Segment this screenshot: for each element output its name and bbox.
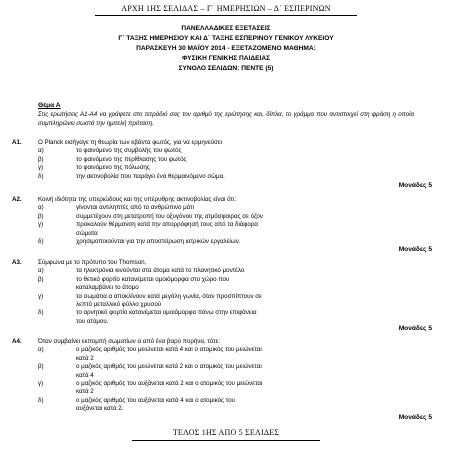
option-text: το θετικό φορτίο κατανέμεται ομοιόμορφα στο χώρο που [76, 275, 230, 283]
option-text: το φαινόμενο της συμβολής του φωτός [76, 147, 182, 155]
option-text: ο μαζικός αριθμός του μειώνεται κατά 2 και ο ατομικός του μειώνεται [76, 363, 262, 371]
question-number: Α4. [12, 338, 22, 345]
option-text-continued: κατά 2 [76, 388, 94, 396]
title-line: ΠΑΝΕΛΛΑΔΙΚΕΣ ΕΞΕΤΑΣΕΙΣ [181, 25, 271, 32]
option-text-continued: σώματα [76, 229, 98, 237]
option-text: συμμετέχουν στη μετατροπή του οξυγόνου της ατμόσφαιρας σε όζον [76, 212, 263, 220]
option-letter: α) [38, 346, 44, 354]
option-letter: δ) [38, 172, 44, 180]
question-a2 [12, 196, 432, 246]
question-stem: Σύμφωνα με το πρότυπο του Thomson, [38, 259, 147, 266]
option-text: τα ηλεκτρόνια κινούνται στα άτομα κατά το πλανητικό μοντέλο [76, 267, 245, 275]
question-a3 [12, 259, 432, 326]
question-number: Α2. [12, 196, 22, 203]
question-stem: Κοινή ιδιότητα της υπεριώδους και της υπέρυθρης ακτινοβολίας είναι ότι: [38, 196, 237, 203]
exam-title-block [0, 24, 452, 74]
option-text-continued: καταλαμβάνει το άτομο [76, 284, 139, 292]
option-text: το αρνητικό φορτίο κατανέμεται ομοιόμορφα πάνω στην επιφάνεια [76, 309, 257, 317]
option-letter: δ) [38, 309, 44, 317]
option-letter: α) [38, 267, 44, 275]
question-a1 [12, 139, 432, 181]
option-text-continued: λεπτό μεταλλικό φύλλο χρυσού [76, 300, 162, 308]
title-line: ΠΑΡΑΣΚΕΥΗ 30 ΜΑΪΟΥ 2014 - ΕΞΕΤΑΖΟΜΕΝΟ ΜΑΘΗΜΑ: [136, 45, 316, 52]
option-letter: β) [38, 155, 44, 163]
title-line: ΣΥΝΟΛΟ ΣΕΛΙΔΩΝ: ΠΕΝΤΕ (5) [178, 65, 274, 72]
option-text-continued: αυξάνεται κατά 2. [76, 405, 124, 413]
option-text: ο μαζικός αριθμός του αυξάνεται κατά 2 και ο ατομικός του μειώνεται [76, 379, 263, 387]
marks-label: Μονάδες 5 [398, 246, 432, 253]
option-text: γίνονται αντιληπτές από το ανθρώπινο μάτι [76, 204, 195, 212]
option-text: προκαλούν θέρμανση κατά την απορρόφησή τους από τα διάφορα [76, 221, 258, 229]
option-text-continued: κατά 2 [76, 354, 94, 362]
marks-label: Μονάδες 5 [398, 182, 432, 189]
option-text: ο μαζικός αριθμός του μειώνεται κατά 4 και ο ατομικός του μειώνεται [76, 346, 262, 354]
option-letter: δ) [38, 237, 44, 245]
option-text: ο μαζικός αριθμός του αυξάνεται κατά 4 και ο ατομικός του [76, 396, 235, 404]
option-letter: γ) [38, 379, 44, 387]
option-text: τα σωμάτια α αποκλίνουν κατά μεγάλη γωνία, όταν προσπίπτουν σε [76, 292, 262, 300]
question-stem: Ο Planck εισήγαγε τη θεωρία των κβάντα φωτός, για να ερμηνεύσει [38, 139, 222, 146]
option-text-continued: του ατόμου. [76, 317, 109, 325]
running-footer: ΤΕΛΟΣ 1ΗΣ ΑΠΟ 5 ΣΕΛΙΔΕΣ [172, 428, 280, 437]
section-instructions: Στις ερωτήσεις Α1-Α4 να γράψετε στο τετράδιό σας τον αριθμό της ερώτησης και, δίπλα, το γράμμα που αντιστοιχεί στη φράση η οποία συμπληρώνει σωστά την ημιτελή πρόταση. [38, 111, 414, 127]
option-letter: γ) [38, 221, 44, 229]
title-line: Γ΄ ΤΑΞΗΣ ΗΜΕΡΗΣΙΟΥ ΚΑΙ Δ΄ ΤΑΞΗΣ ΕΣΠΕΡΙΝΟΥ ΓΕΝΙΚΟΥ ΛΥΚΕΙΟΥ [118, 35, 334, 42]
option-letter: β) [38, 275, 44, 283]
option-letter: β) [38, 212, 44, 220]
question-stem: Όταν συμβαίνει εκπομπή σωματίων α από ένα βαρύ πυρήνα, τότε: [38, 338, 221, 345]
section-heading: Θέμα Α [38, 102, 61, 109]
option-letter: δ) [38, 396, 44, 404]
marks-label: Μονάδες 5 [398, 325, 432, 332]
option-letter: γ) [38, 292, 44, 300]
question-number: Α1. [12, 139, 22, 146]
title-line: ΦΥΣΙΚΗ ΓΕΝΙΚΗΣ ΠΑΙΔΕΙΑΣ [181, 55, 271, 62]
running-header: ΑΡΧΗ 1ΗΣ ΣΕΛΙΔΑΣ – Γ΄ ΗΜΕΡΗΣΙΩΝ – Δ΄ ΕΣΠΕΡΙΝΩΝ [121, 4, 331, 13]
question-number: Α3. [12, 259, 22, 266]
option-text: την ακτινοβολία που παράγει ένα θερμαινόμενο σώμα. [76, 172, 225, 180]
option-letter: β) [38, 363, 44, 371]
option-text: το φαινόμενο της πόλωσης [76, 164, 150, 172]
option-letter: α) [38, 204, 44, 212]
option-text: χρησιμοποιούνται για την αποστείρωση ιατρικών εργαλείων. [76, 237, 241, 245]
option-letter: α) [38, 147, 44, 155]
header-underline [95, 15, 357, 16]
footer-underline [132, 440, 320, 441]
question-a4 [12, 338, 432, 414]
option-text-continued: κατά 4 [76, 371, 94, 379]
option-letter: γ) [38, 164, 44, 172]
marks-label: Μονάδες 5 [398, 414, 432, 421]
option-text: το φαινόμενο της περίθλασης του φωτός [76, 155, 187, 163]
